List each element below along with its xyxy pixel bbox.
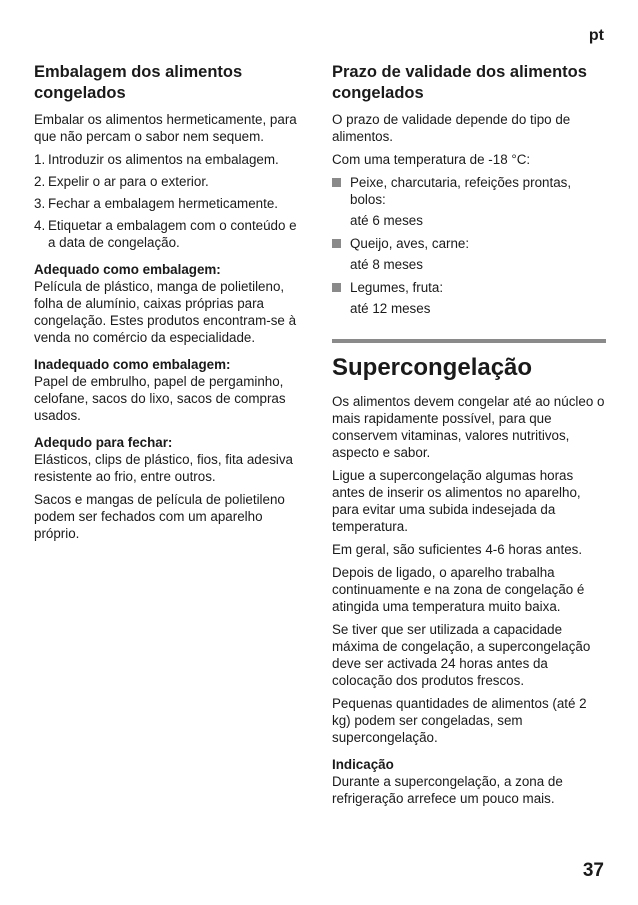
section-title: Supercongelação xyxy=(332,354,533,381)
section-divider xyxy=(332,339,606,343)
step-item xyxy=(34,173,302,190)
paragraph: Se tiver que ser utilizada a capacidade máxima de congelação, a supercongelação deve ser activada 24 horas antes da colocação dos produtos frescos. xyxy=(332,622,591,688)
paragraph: Os alimentos devem congelar até ao núcleo o mais rapidamente possível, para que conservem vitaminas, valores nutritivos, aspecto e sabor. xyxy=(332,394,605,460)
temperature-line: Com uma temperatura de -18 °C: xyxy=(332,152,531,167)
shelf-life-list xyxy=(332,174,606,208)
paragraph: Pequenas quantidades de alimentos (até 2 kg) podem ser congeladas, sem supercongelação. xyxy=(332,696,587,745)
square-bullet-icon xyxy=(332,283,341,292)
paragraph: Ligue a supercongelação algumas horas antes de inserir os alimentos no aparelho, para evitar uma subida indesejada da temperatura. xyxy=(332,468,581,534)
right-column xyxy=(332,62,606,813)
note-text: Durante a supercongelação, a zona de refrigeração arrefece um pouco mais. xyxy=(332,774,563,806)
step-number: 3. xyxy=(34,196,46,211)
step-item xyxy=(34,151,302,168)
shelf-life-list xyxy=(332,279,606,296)
language-tag: pt xyxy=(588,27,604,44)
step-item xyxy=(34,217,302,251)
paragraph: Depois de ligado, o aparelho trabalha continuamente e na zona de congelação é atingida uma temperatura muito baixa. xyxy=(332,565,585,614)
square-bullet-icon xyxy=(332,239,341,248)
step-number: 4. xyxy=(34,218,46,233)
step-number: 1. xyxy=(34,152,46,167)
step-text: Expelir o ar para o exterior. xyxy=(48,174,209,189)
suitable-title: Adequado como embalagem: xyxy=(34,262,221,277)
step-number: 2. xyxy=(34,174,46,189)
item-value: até 8 meses xyxy=(350,257,423,272)
shelf-life-heading: Prazo de validade dos alimentos congelados xyxy=(332,63,587,102)
step-text: Fechar a embalagem hermeticamente. xyxy=(48,196,278,211)
shelf-life-intro: O prazo de validade depende do tipo de alimentos. xyxy=(332,112,571,144)
paragraph: Em geral, são suficientes 4-6 horas antes. xyxy=(332,542,583,557)
list-item xyxy=(332,235,606,252)
packaging-steps xyxy=(34,151,302,251)
item-label: Legumes, fruta: xyxy=(350,280,444,295)
step-text: Introduzir os alimentos na embalagem. xyxy=(48,152,279,167)
packaging-heading: Embalagem dos alimentos congelados xyxy=(34,63,243,102)
closing-text-2: Sacos e mangas de película de polietileno podem ser fechados com um aparelho próprio. xyxy=(34,492,285,541)
unsuitable-title: Inadequado como embalagem: xyxy=(34,357,231,372)
list-item xyxy=(332,279,606,296)
packaging-intro: Embalar os alimentos hermeticamente, para que não percam o sabor nem sequem. xyxy=(34,112,297,144)
item-value: até 12 meses xyxy=(350,301,431,316)
note-title: Indicação xyxy=(332,757,394,772)
suitable-text: Película de plástico, manga de polietileno, folha de alumínio, caixas próprias para congelação. Estes produtos encontram-se à venda no comércio da especialidade. xyxy=(34,279,297,345)
list-item xyxy=(332,174,606,208)
left-column xyxy=(34,62,302,548)
closing-title: Adequdo para fechar: xyxy=(34,435,173,450)
shelf-life-list xyxy=(332,235,606,252)
closing-text: Elásticos, clips de plástico, fios, fita adesiva resistente ao frio, entre outros. xyxy=(34,452,294,484)
item-label: Queijo, aves, carne: xyxy=(350,236,470,251)
unsuitable-text: Papel de embrulho, papel de pergaminho, celofane, sacos do lixo, sacos de compras usados. xyxy=(34,374,286,423)
item-value: até 6 meses xyxy=(350,213,423,228)
step-item xyxy=(34,195,302,212)
square-bullet-icon xyxy=(332,178,341,187)
item-label: Peixe, charcutaria, refeições prontas, bolos: xyxy=(350,175,572,207)
page-number: 37 xyxy=(582,860,604,881)
step-text: Etiquetar a embalagem com o conteúdo e a data de congelação. xyxy=(48,218,297,250)
